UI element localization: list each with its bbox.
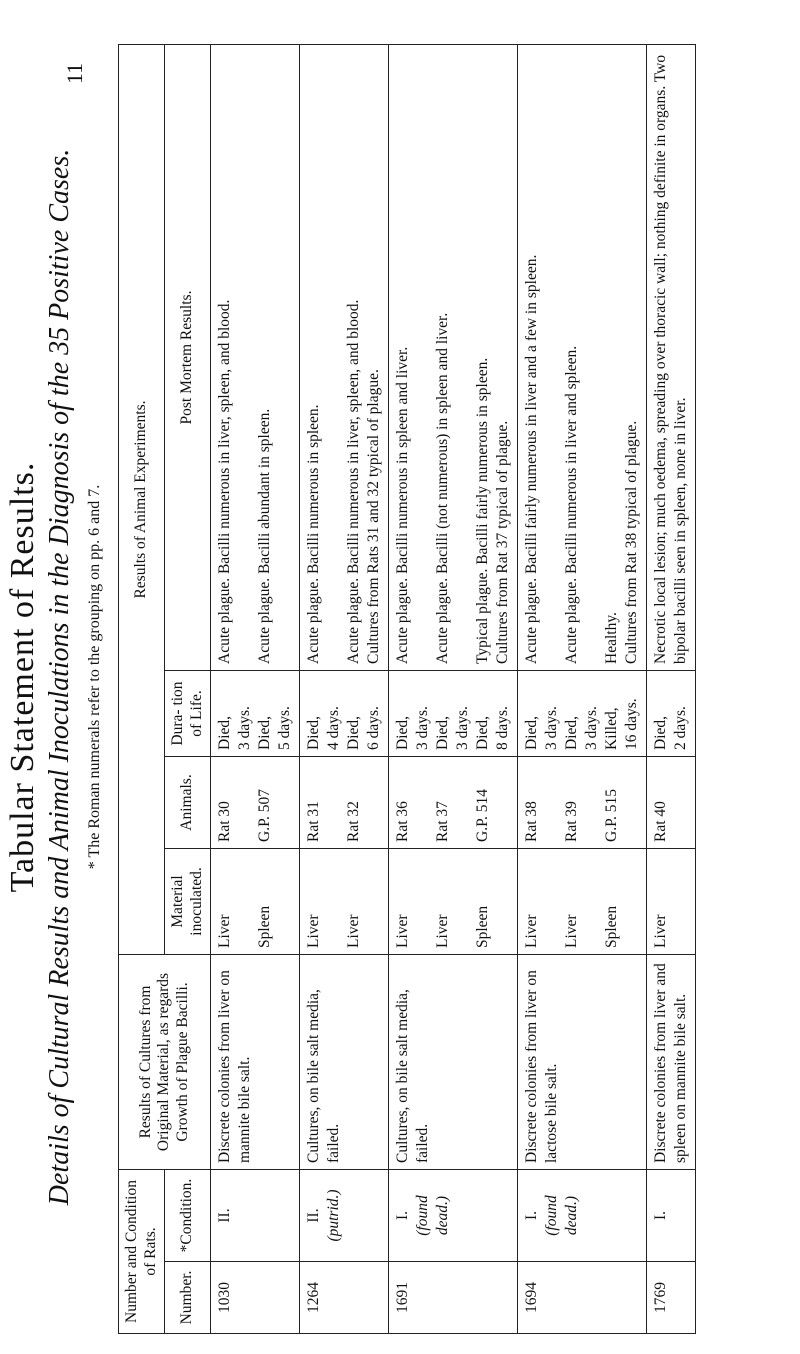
table-row [647,45,696,1334]
duration: Died, 4 days. [305,706,343,750]
material: Spleen [603,905,621,948]
rat-condition [647,1170,696,1262]
table-row [389,45,518,1334]
animals-cell [389,757,518,849]
header-animal-group: Results of Animal Experiments. [119,45,165,955]
duration: Died, 3 days. [216,706,254,750]
animals-cell [518,757,647,849]
table-row [518,45,647,1334]
durations-cell [518,671,647,757]
rat-number: 1030 [211,1262,300,1334]
animal: G.P. 515 [603,789,621,842]
post-mortem-result: Acute plague. Bacilli (not numerous) in spleen and liver. [434,312,452,664]
results-table [118,44,696,1334]
post-mortem-result: Acute plague. Bacilli numerous in liver, spleen, and blood. [216,299,234,664]
material: Liver [305,914,323,948]
header-condition: *Condition. [165,1170,211,1262]
culture-result: Discrete colonies from liver on mannite bile salt. [211,955,300,1170]
animal: Rat 31 [305,801,323,842]
post-mortem-cell [211,45,300,671]
duration: Died, 6 days. [345,706,383,750]
rat-number: 1694 [518,1262,647,1334]
rat-condition [300,1170,389,1262]
durations-cell [647,671,696,757]
header-cultures: Results of Cultures from Original Material, as regards Growth of Plague Bacilli. [119,955,211,1170]
animal: Rat 32 [345,801,363,842]
duration: Died, 3 days. [394,706,432,750]
materials-cell [211,849,300,955]
table-row [211,45,300,1334]
material: Liver [216,914,234,948]
culture-result: Cultures, on bile salt media, failed. [389,955,518,1170]
header-animals: Animals. [165,757,211,849]
post-mortem-result: Acute plague. Bacilli fairly numerous in liver and a few in spleen. [523,254,541,664]
animal: Rat 37 [434,801,452,842]
post-mortem-result: Acute plague. Bacilli numerous in spleen and liver. [394,346,412,664]
duration: Died, 3 days. [434,706,472,750]
animal: G.P. 507 [256,789,274,842]
header-duration: Dura- tion of Life. [165,671,211,757]
durations-cell [300,671,389,757]
post-mortem-cell [300,45,389,671]
rat-condition [518,1170,647,1262]
animal: Rat 36 [394,801,412,842]
animal: G.P. 514 [474,789,492,842]
culture-result: Discrete colonies from liver and spleen on mannite bile salt. [647,955,696,1170]
material: Liver [523,914,541,948]
page-number: 11 [62,62,87,84]
duration: Died, 3 days. [523,706,561,750]
materials-cell [647,849,696,955]
animals-cell [211,757,300,849]
condition-numeral: I. [652,1210,670,1221]
animals-cell [300,757,389,849]
condition-note: (found dead.) [543,1195,581,1236]
rat-number: 1769 [647,1262,696,1334]
condition-numeral: I. [523,1210,541,1221]
condition-note: (found dead.) [414,1195,452,1236]
header-number: Number. [165,1262,211,1334]
duration: Died, 3 days. [563,706,601,750]
animal: Rat 38 [523,801,541,842]
durations-cell [389,671,518,757]
culture-result: Discrete colonies from liver on lactose bile salt. [518,955,647,1170]
footnote: * The Roman numerals refer to the grouping on pp. 6 and 7. [86,484,103,870]
animal: Rat 30 [216,801,234,842]
material: Liver [434,914,452,948]
condition-numeral: II. [305,1208,323,1223]
post-mortem-result: Acute plague. Bacilli numerous in liver and spleen. [563,345,581,664]
condition-numeral: II. [216,1208,234,1223]
material: Liver [394,914,412,948]
materials-cell [518,849,647,955]
animal: Rat 40 [652,801,670,842]
table-row [300,45,389,1334]
animals-cell [647,757,696,849]
post-mortem-cell [647,45,696,671]
page-title: Tabular Statement of Results. [4,461,41,893]
rat-condition [211,1170,300,1262]
page-subtitle: Details of Cultural Results and Animal Inoculations in the Diagnosis of the 35 Positive Cases. [44,148,75,1206]
post-mortem-result: Typical plague. Bacilli fairly numerous in spleen. Cultures from Rat 37 typical of plague. [474,357,512,664]
materials-cell [389,849,518,955]
rat-condition [389,1170,518,1262]
duration: Died, 5 days. [256,706,294,750]
post-mortem-result: Acute plague. Bacilli abundant in spleen. [256,408,274,664]
material: Spleen [474,905,492,948]
condition-note: (putrid.) [325,1189,343,1242]
durations-cell [211,671,300,757]
material: Liver [652,914,670,948]
post-mortem-result: Acute plague. Bacilli numerous in spleen. [305,404,323,664]
material: Liver [563,914,581,948]
materials-cell [300,849,389,955]
material: Spleen [256,905,274,948]
post-mortem-cell [389,45,518,671]
condition-numeral: I. [394,1210,412,1221]
animal: Rat 39 [563,801,581,842]
header-rats-group: Number and Condition of Rats. [119,1170,165,1334]
culture-result: Cultures, on bile salt media, failed. [300,955,389,1170]
duration: Died, 2 days. [652,706,690,750]
header-post-mortem: Post Mortem Results. [165,45,211,671]
duration: Died, 8 days. [474,706,512,750]
header-material: Material inoculated. [165,849,211,955]
rat-number: 1691 [389,1262,518,1334]
post-mortem-result: Acute plague. Bacilli numerous in liver, spleen, and blood. Cultures from Rats 31 and 32 typical of plague. [345,299,383,664]
duration: Killed, 16 days. [603,698,641,750]
post-mortem-result: Necrotic local lesion; much oedema, spreading over thoracic wall; nothing definite in organs. Two bipolar bacilli seen in spleen, none in liver. [652,54,690,664]
post-mortem-cell [518,45,647,671]
material: Liver [345,914,363,948]
post-mortem-result: Healthy. Cultures from Rat 38 typical of plague. [603,420,641,664]
rat-number: 1264 [300,1262,389,1334]
